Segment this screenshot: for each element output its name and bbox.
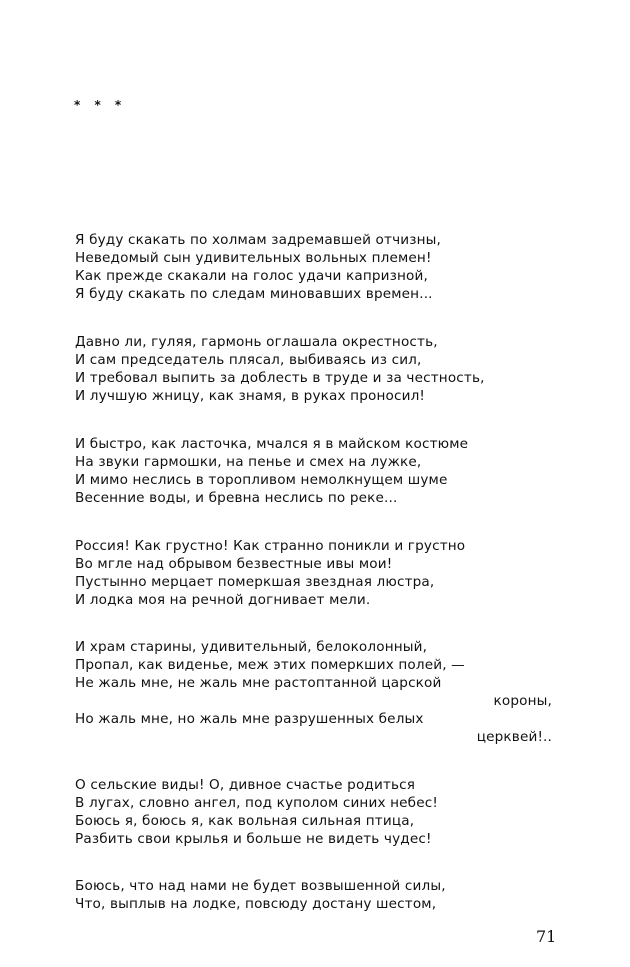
verse-line: И требовал выпить за доблесть в труде и за честность, [75,370,485,386]
verse-line: Но жаль мне, но жаль мне разрушенных белых [75,711,424,727]
verse-line: Неведомый сын удивительных вольных племен! [75,250,432,266]
stanza-3 [75,435,565,507]
verse-line: Россия! Как грустно! Как странно поникли и грустно [75,538,466,554]
stanza-4 [75,537,565,609]
verse-line: Пустынно мерцает померкшая звездная люстра, [75,574,435,590]
stanza-7 [75,877,565,913]
verse-line: О сельские виды! О, дивное счастье родиться [75,777,416,793]
verse-line: И мимо неслись в торопливом немолкнущем шуме [75,472,448,488]
verse-line: В лугах, словно ангел, под куполом синих небес! [75,795,438,811]
page-number: 71 [536,927,557,946]
verse-line: И лодка моя на речной догнивает мели. [75,592,371,608]
stanza-2 [75,333,565,405]
verse-line: Во мгле над обрывом безвестные ивы мои! [75,556,393,572]
verse-line-continuation: церквей!.. [476,729,552,745]
verse-line: Пропал, как виденье, меж этих померкших полей, — [75,657,465,673]
stanza-6 [75,776,565,848]
verse-line: Боюсь я, боюсь я, как вольная сильная птица, [75,813,415,829]
verse-line: Я буду скакать по холмам задремавшей отчизны, [75,232,442,248]
verse-line: Разбить свои крылья и больше не видеть чудес! [75,831,432,847]
verse-line: На звуки гармошки, на пенье и смех на лужке, [75,454,422,470]
verse-line: И быстро, как ласточка, мчался я в майском костюме [75,436,469,452]
section-ornament: * * * [74,98,127,112]
verse-line: И сам председатель плясал, выбиваясь из сил, [75,352,422,368]
verse-line: Давно ли, гуляя, гармонь оглашала окрестность, [75,334,438,350]
verse-line: Весенние воды, и бревна неслись по реке... [75,490,398,506]
verse-line: Боюсь, что над нами не будет возвышенной силы, [75,878,446,894]
stanza-1 [75,231,565,303]
stanza-5 [75,638,565,746]
verse-line: И храм старины, удивительный, белоколонный, [75,639,428,655]
verse-line: Что, выплыв на лодке, повсюду достану шестом, [75,896,437,912]
verse-line: И лучшую жницу, как знамя, в руках проносил! [75,388,426,404]
verse-line: Не жаль мне, не жаль мне растоптанной царской [75,675,442,691]
verse-line: Я буду скакать по следам миновавших времен... [75,286,433,302]
verse-line-continuation: короны, [493,693,552,709]
verse-line: Как прежде скакали на голос удачи капризной, [75,268,428,284]
